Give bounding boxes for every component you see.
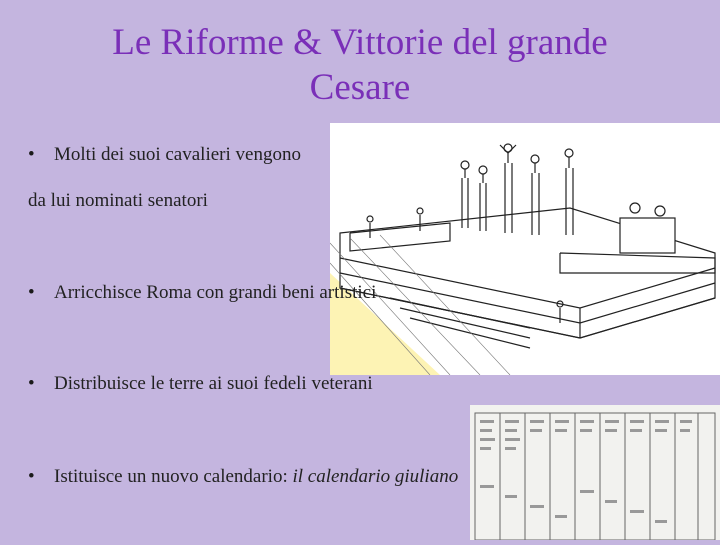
- bullet-item-3: [28, 373, 373, 395]
- bullet-icon: •: [28, 466, 35, 487]
- bullet-text-4: Istituisce un nuovo calendario:: [54, 466, 293, 487]
- forum-monument-illustration: [330, 123, 720, 375]
- bullet-text-3: Distribuisce le terre ai suoi fedeli veterani: [54, 373, 373, 394]
- julian-calendar-inscription: [470, 405, 720, 540]
- title-line-1: Le Riforme & Vittorie del grande: [112, 22, 608, 63]
- bullet-emphasis-4: il calendario giuliano: [292, 466, 459, 487]
- bullet-text-1: Molti dei suoi cavalieri vengono: [54, 144, 301, 165]
- bullet-text-2: Arricchisce Roma con grandi beni artistici: [54, 282, 377, 303]
- bullet-continuation-1: da lui nominati senatori: [28, 190, 208, 211]
- title-line-2: Cesare: [309, 67, 411, 108]
- bullet-icon: •: [28, 144, 35, 165]
- bullet-icon: •: [28, 282, 35, 303]
- bullet-item-2: [28, 282, 376, 304]
- bullet-item-4: [28, 466, 458, 488]
- bullet-item-1: [28, 144, 301, 166]
- slide-title: [40, 20, 680, 110]
- bullet-icon: •: [28, 373, 35, 394]
